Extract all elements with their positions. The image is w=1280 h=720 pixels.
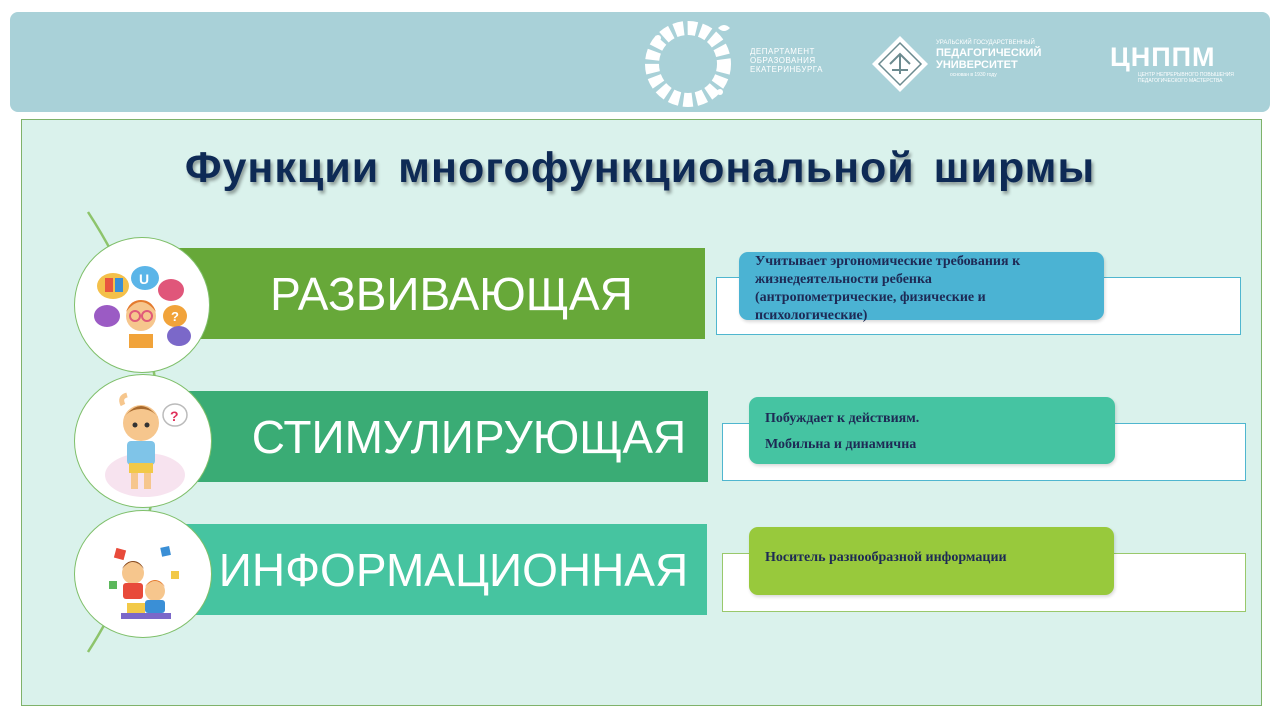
function-label: РАЗВИВАЮЩАЯ <box>270 267 633 320</box>
child-thinking-icon <box>74 237 210 373</box>
dept-line-1: ДЕПАРТАМЕНТ <box>750 47 815 56</box>
function-label: СТИМУЛИРУЮЩАЯ <box>251 410 687 463</box>
description-box-stimulating <box>749 397 1115 464</box>
center-subtitle-2: ПЕДАГОГИЧЕСКОГО МАСТЕРСТВА <box>1138 78 1223 84</box>
description-line: Побуждает к действиям. <box>765 411 920 426</box>
svg-text:?: ? <box>170 408 179 424</box>
svg-text:U: U <box>139 271 150 287</box>
function-band-informational <box>148 524 707 615</box>
center-subtitle-1: ЦЕНТР НЕПРЕРЫВНОГО ПОВЫШЕНИЯ <box>1138 72 1234 78</box>
svg-text:?: ? <box>171 309 179 324</box>
dept-line-2: ОБРАЗОВАНИЯ <box>750 56 816 65</box>
child-question-icon <box>74 374 212 508</box>
center-mark: ЦНППМ <box>1110 42 1216 72</box>
description-line: (антропометрические, физические и <box>755 290 986 305</box>
description-line: жизнедеятельности ребенка <box>755 272 932 287</box>
description-line: Носитель разнообразной информации <box>765 550 1007 565</box>
function-band-developing <box>148 248 705 339</box>
description-box-developing <box>739 252 1104 323</box>
uni-top-line: УРАЛЬСКИЙ ГОСУДАРСТВЕННЫЙ <box>936 40 1035 46</box>
description-box-informational <box>749 527 1114 595</box>
dept-line-3: ЕКАТЕРИНБУРГА <box>750 65 823 74</box>
description-line: Мобильна и динамична <box>765 437 917 452</box>
description-line: психологические) <box>755 308 868 323</box>
children-reading-icon <box>74 510 212 638</box>
uni-founded: основан в 1930 году <box>950 72 997 78</box>
uni-line-1: ПЕДАГОГИЧЕСКИЙ <box>936 47 1042 59</box>
function-label: ИНФОРМАЦИОННАЯ <box>218 543 689 596</box>
uni-line-2: УНИВЕРСИТЕТ <box>936 59 1018 71</box>
function-band-stimulating <box>148 391 708 482</box>
page-title: Функции многофункциональной ширмы <box>184 144 1096 192</box>
description-line: Учитывает эргономические требования к <box>755 254 1021 269</box>
